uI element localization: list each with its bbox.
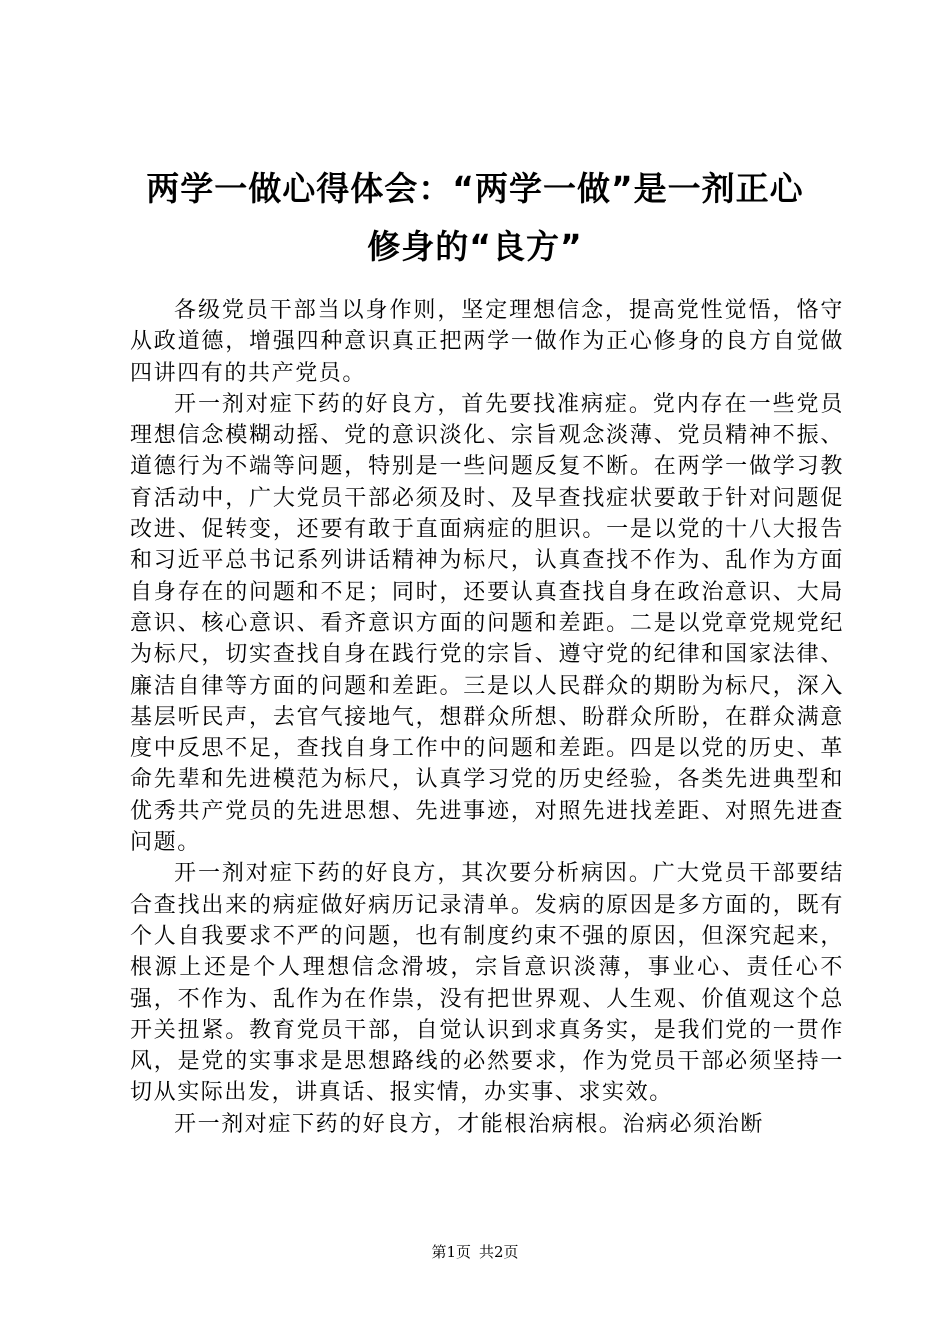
- paragraph: 开一剂对症下药的好良方，才能根治病根。治病必须治断: [174, 1111, 765, 1137]
- paragraph: 开一剂对症下药的好良方，首先要找准病症。党内存在一些党员理想信念模糊动摇、党的意识淡化、宗旨观念淡薄、党员精神不振、道德行为不端等问题，特别是一些问题反复不断。在两学一做学习教育活动中，广大党员干部必须及时、及早查找症状要敢于针对问题促改进、促转变，还要有敢于直面病症的胆识。一是以党的十八大报告和习近平总书记系列讲话精神为标尺，认真查找不作为、乱作为方面自身存在的问题和不足；同时，还要认真查找自身在政治意识、大局意识、核心意识、看齐意识方面的问题和差距。二是以党章党规党纪为标尺，切实查找自身在践行党的宗旨、遵守党的纪律和国家法律、廉洁自律等方面的问题和差距。三是以人民群众的期盼为标尺，深入基层听民声，去官气接地气，想群众所想、盼群众所盼，在群众满意度中反思不足，查找自身工作中的问题和差距。四是以党的历史、革命先辈和先进模范为标尺，认真学习党的历史经验，各类先进典型和优秀共产党员的先进思想、先进事迹，对照先进找差距、对照先进查问题。: [130, 391, 844, 856]
- document-title: [110, 160, 840, 276]
- page-number: 第1页: [431, 1243, 471, 1261]
- title-line-2: 修身的“良方”: [367, 227, 583, 266]
- document-body: [130, 295, 844, 1140]
- page-footer: [0, 1242, 950, 1262]
- paragraph: 各级党员干部当以身作则，坚定理想信念，提高党性觉悟，恪守从政道德，增强四种意识真正把两学一做作为正心修身的良方自觉做四讲四有的共产党员。: [130, 298, 844, 386]
- title-line-1: 两学一做心得体会：“两学一做”是一剂正心: [146, 169, 804, 208]
- page-total: 共2页: [479, 1243, 519, 1261]
- paragraph: 开一剂对症下药的好良方，其次要分析病因。广大党员干部要结合查找出来的病症做好病历记录清单。发病的原因是多方面的，既有个人自我要求不严的问题，也有制度约束不强的原因，但深究起来，根源上还是个人理想信念滑坡，宗旨意识淡薄，事业心、责任心不强，不作为、乱作为在作祟，没有把世界观、人生观、价值观这个总开关扭紧。教育党员干部，自觉认识到求真务实，是我们党的一贯作风，是党的实事求是思想路线的必然要求，作为党员干部必须坚持一切从实际出发，讲真话、报实情，办实事、求实效。: [130, 861, 844, 1106]
